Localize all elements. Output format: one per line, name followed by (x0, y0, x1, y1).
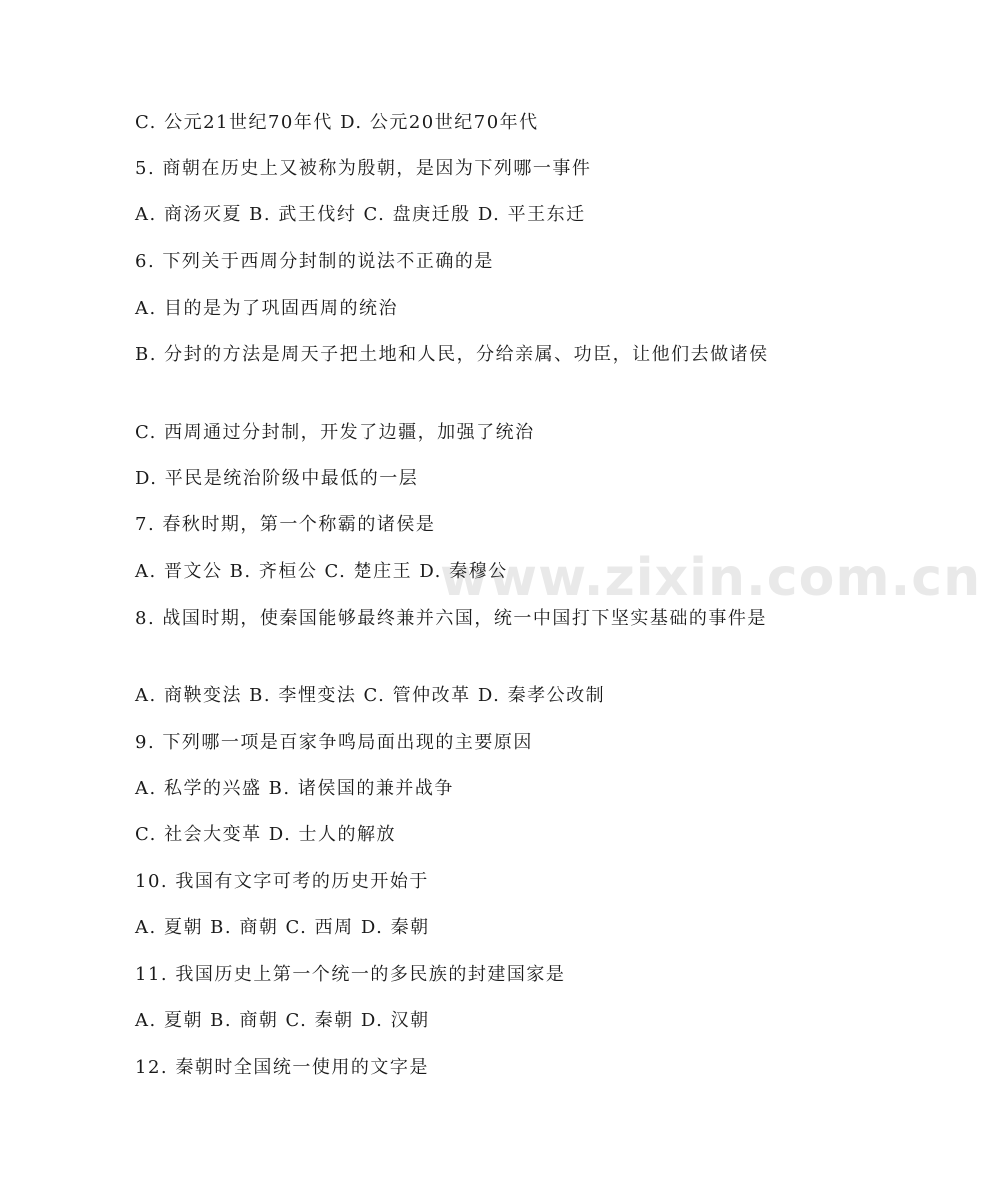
options-q9-cd: C. 社会大变革 D. 士人的解放 (135, 824, 397, 845)
option-q6-c: C. 西周通过分封制，开发了边疆，加强了统治 (135, 422, 535, 443)
option-q6-b: B. 分封的方法是周天子把土地和人民，分给亲属、功臣，让他们去做诸侯 (135, 344, 769, 365)
question-11: 11. 我国历史上第一个统一的多民族的封建国家是 (135, 964, 566, 985)
options-q5: A. 商汤灭夏 B. 武王伐纣 C. 盘庚迁殷 D. 平王东迁 (135, 204, 586, 225)
option-q6-d: D. 平民是统治阶级中最低的一层 (135, 468, 419, 489)
options-q8: A. 商鞅变法 B. 李悝变法 C. 管仲改革 D. 秦孝公改制 (135, 685, 606, 706)
options-q10: A. 夏朝 B. 商朝 C. 西周 D. 秦朝 (135, 917, 430, 938)
question-5: 5. 商朝在历史上又被称为殷朝，是因为下列哪一事件 (135, 158, 592, 179)
question-12: 12. 秦朝时全国统一使用的文字是 (135, 1057, 429, 1078)
options-q11: A. 夏朝 B. 商朝 C. 秦朝 D. 汉朝 (135, 1010, 430, 1031)
question-7: 7. 春秋时期，第一个称霸的诸侯是 (135, 514, 436, 535)
question-9: 9. 下列哪一项是百家争鸣局面出现的主要原因 (135, 732, 533, 753)
option-q6-a: A. 目的是为了巩固西周的统治 (135, 298, 398, 319)
question-8: 8. 战国时期，使秦国能够最终兼并六国，统一中国打下坚实基础的事件是 (135, 608, 767, 629)
options-q7: A. 晋文公 B. 齐桓公 C. 楚庄王 D. 秦穆公 (135, 561, 508, 582)
question-6: 6. 下列关于西周分封制的说法不正确的是 (135, 251, 494, 272)
watermark-text: www.zixin.com.cn (440, 548, 981, 608)
question-10: 10. 我国有文字可考的历史开始于 (135, 871, 429, 892)
option-line-q4-cd: C. 公元21世纪70年代 D. 公元20世纪70年代 (135, 112, 539, 133)
options-q9-ab: A. 私学的兴盛 B. 诸侯国的兼并战争 (135, 778, 454, 799)
